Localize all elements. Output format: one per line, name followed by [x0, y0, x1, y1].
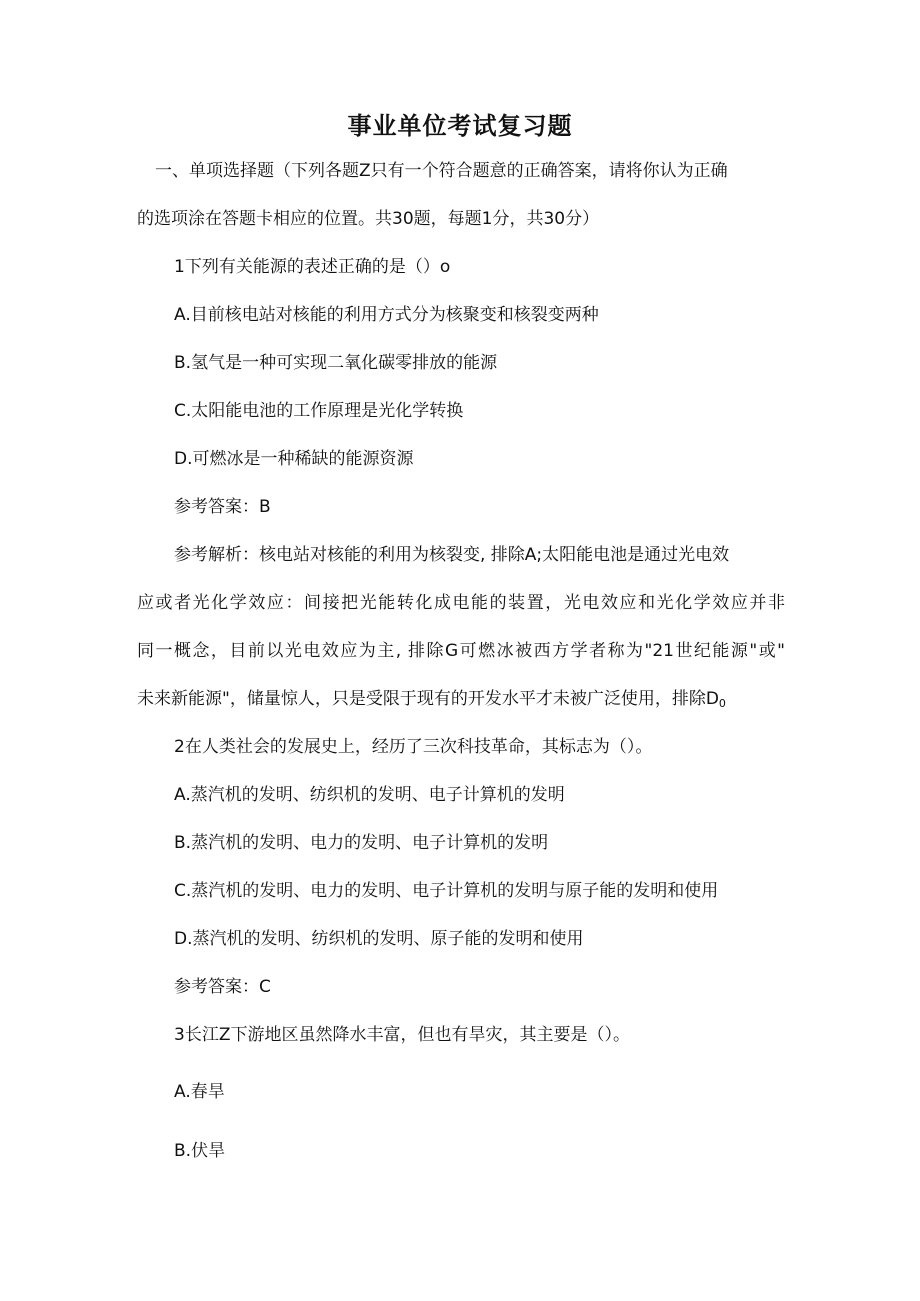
analysis-line: 应或者光化学效应：间接把光能转化成电能的装置，光电效应和光化学效应并非	[137, 593, 785, 613]
analysis-line: 参考解析：核电站对核能的利用为核裂变, 排除A;太阳能电池是通过光电效	[174, 545, 730, 565]
question-option: A.蒸汽机的发明、纺织机的发明、电子计算机的发明	[174, 785, 565, 805]
question-option: B.伏旱	[174, 1141, 226, 1161]
question-option: D.蒸汽机的发明、纺织机的发明、原子能的发明和使用	[174, 929, 584, 949]
analysis-line	[137, 687, 726, 716]
question-stem: 1下列有关能源的表述正确的是（）o	[174, 257, 451, 277]
reference-answer: 参考答案：B	[174, 497, 271, 517]
question-option: B.氢气是一种可实现二氧化碳零排放的能源	[174, 353, 498, 373]
reference-answer: 参考答案：C	[174, 977, 271, 997]
question-option: A.目前核电站对核能的利用方式分为核聚变和核裂变两种	[174, 305, 599, 325]
question-option: C.太阳能电池的工作原理是光化学转换	[174, 401, 464, 421]
section-heading-line-1: 一、单项选择题（下列各题Z只有一个符合题意的正确答案，请将你认为正确	[155, 161, 728, 181]
question-stem: 3长江Z下游地区虽然降水丰富，但也有旱灾，其主要是（）。	[174, 1025, 630, 1045]
question-option: A.春旱	[174, 1082, 225, 1102]
question-option: B.蒸汽机的发明、电力的发明、电子计算机的发明	[174, 833, 549, 853]
analysis-subscript: 0	[718, 697, 726, 710]
question-stem: 2在人类社会的发展史上，经历了三次科技革命，其标志为（）。	[174, 737, 653, 757]
question-option: C.蒸汽机的发明、电力的发明、电子计算机的发明与原子能的发明和使用	[174, 881, 719, 901]
section-heading-line-2: 的选项涂在答题卡相应的位置。共30题，每题1分，共30分）	[137, 209, 600, 229]
analysis-line: 同一概念，目前以光电效应为主, 排除G可燃冰被西方学者称为"21世纪能源"或"	[137, 641, 785, 661]
analysis-line-text: 未来新能源"，储量惊人，只是受限于现有的开发水平才未被广泛使用，排除D	[137, 689, 719, 709]
question-option: D.可燃冰是一种稀缺的能源资源	[174, 449, 414, 469]
page-title: 事业单位考试复习题	[347, 112, 573, 140]
